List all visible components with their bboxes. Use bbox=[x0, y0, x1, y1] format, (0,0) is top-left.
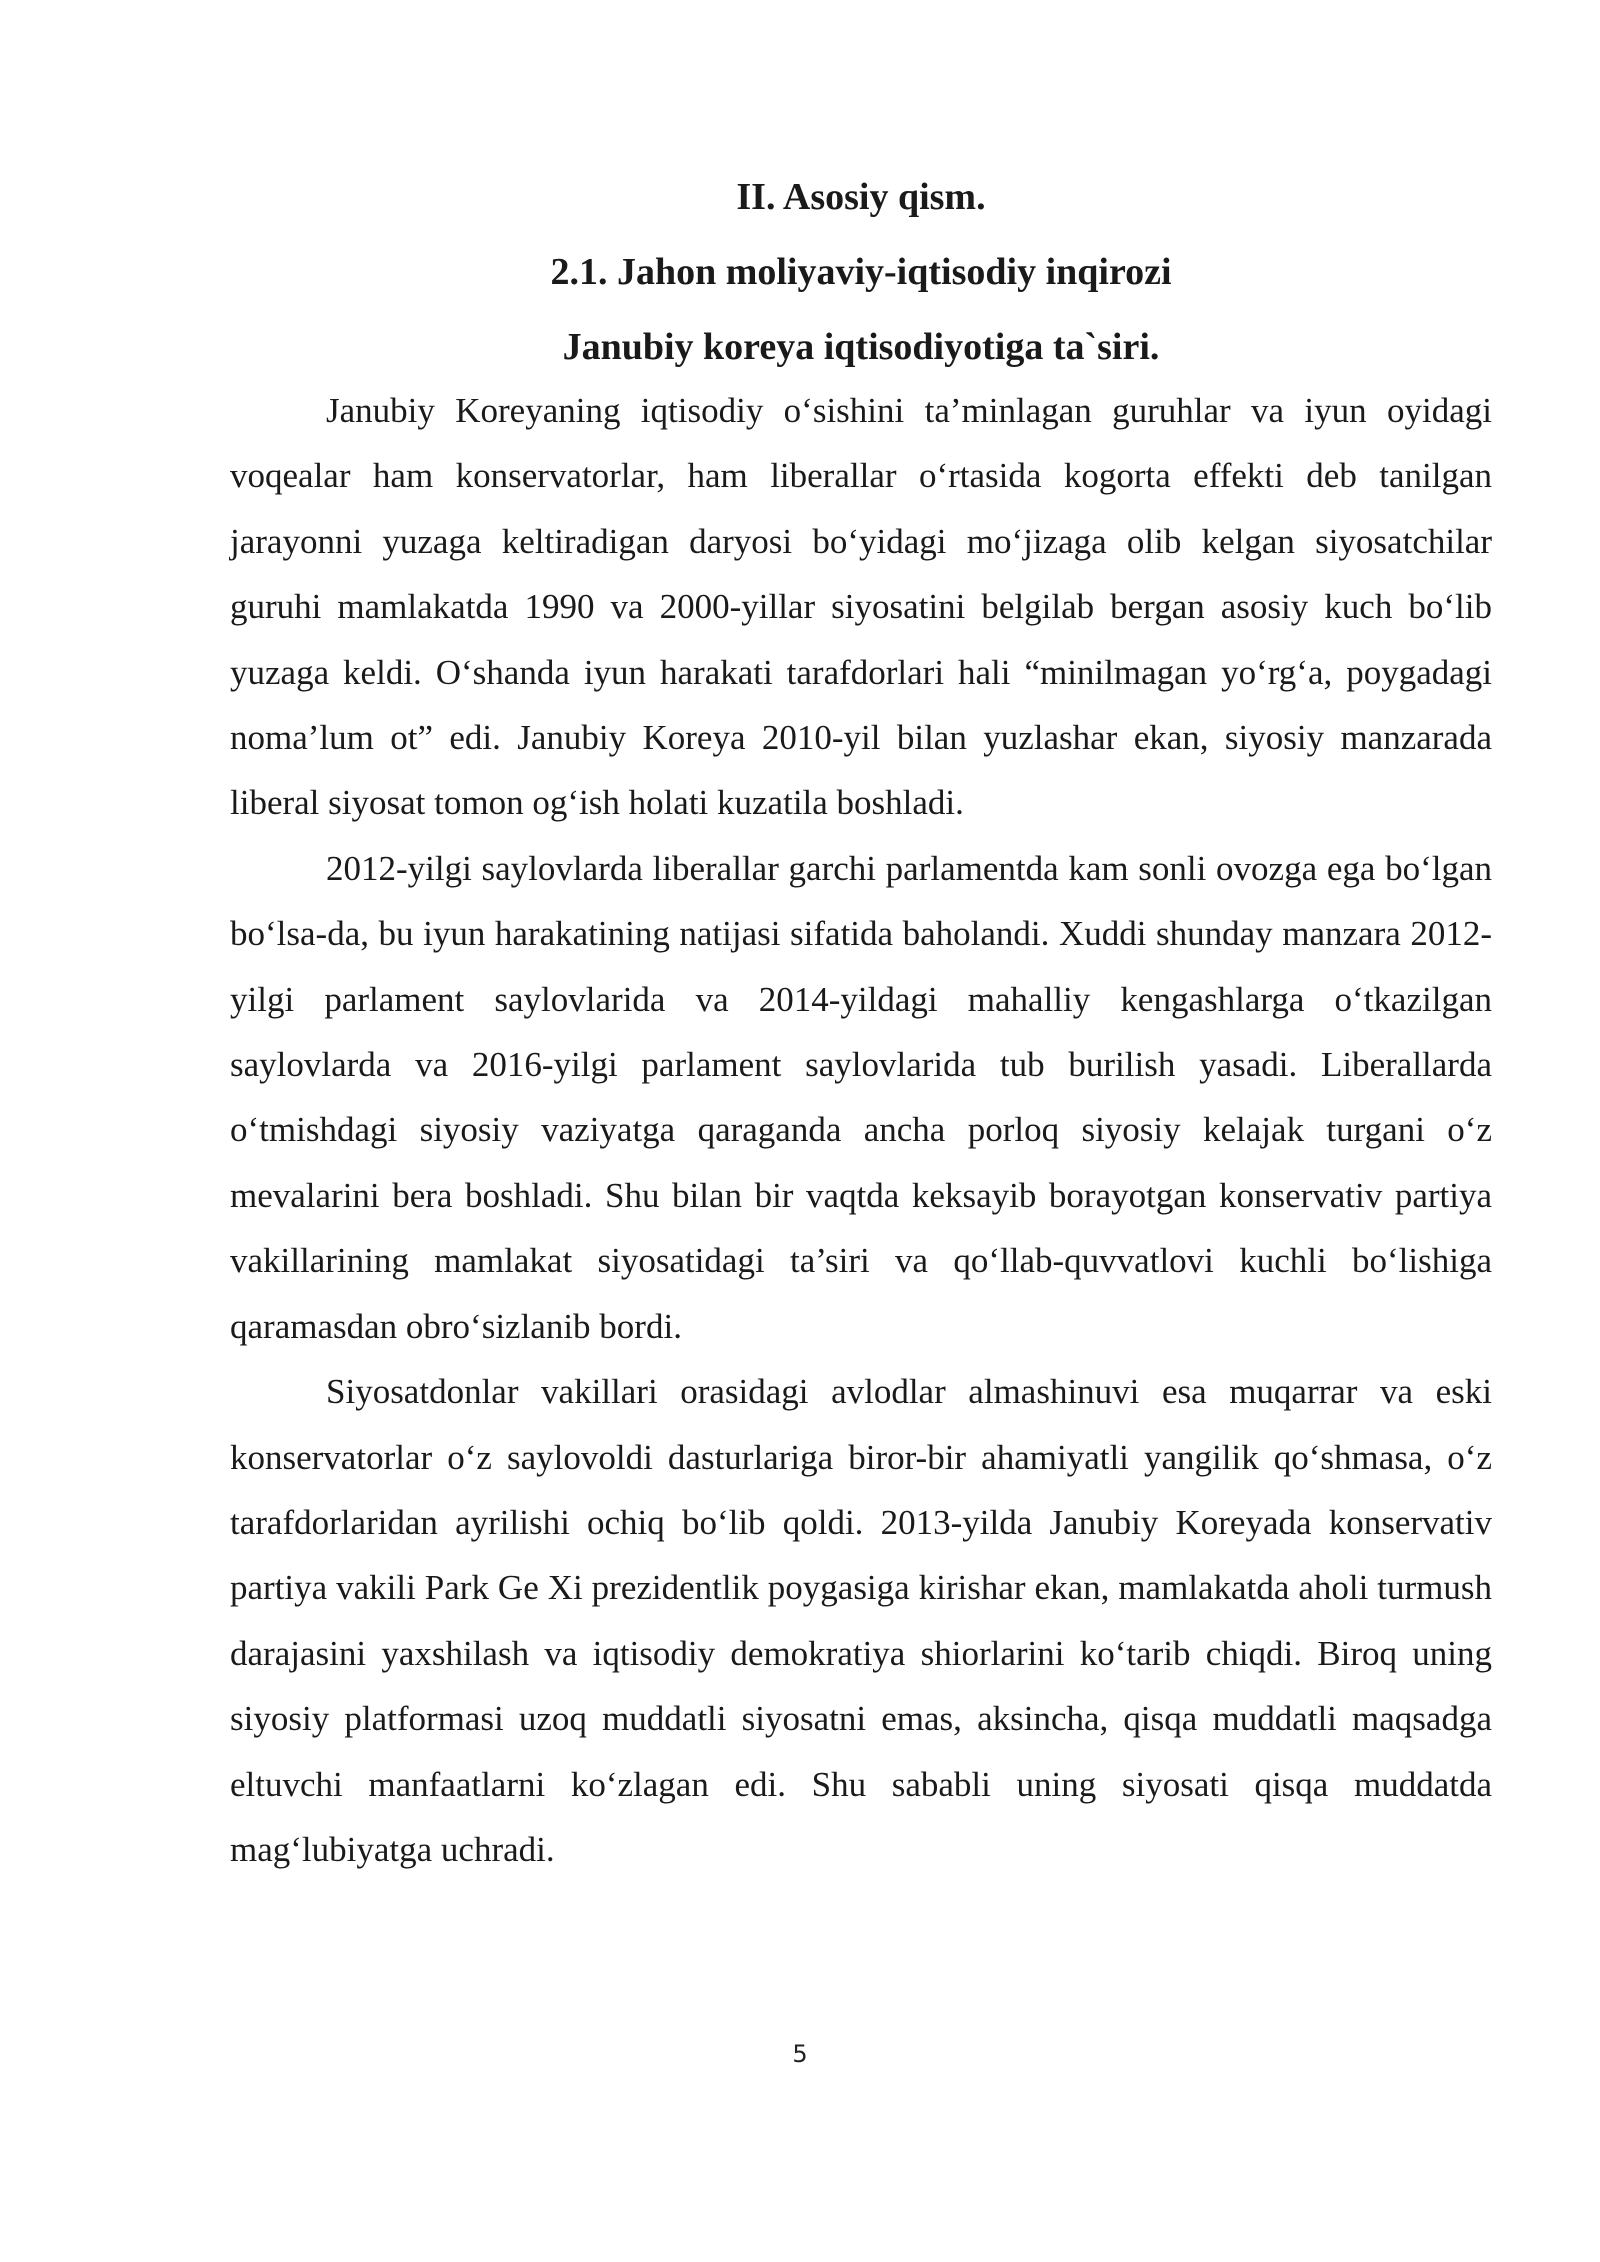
body-text bbox=[230, 378, 1492, 1882]
chapter-heading: II. Asosiy qism. bbox=[736, 176, 986, 218]
section-subheading: Janubiy koreya iqtisodiyotiga ta`siri. bbox=[562, 326, 1160, 368]
page-number: 5 bbox=[792, 2040, 808, 2068]
section-headings bbox=[230, 160, 1492, 385]
paragraph-2: 2012-yilgi saylovlarda liberallar garchi parlamentda kam sonli ovozga ega bo‘lgan bo‘lsa-da, bu iyun harakatining natijasi sifatida baholandi. Xuddi shunday manzara 2012-yilgi parlament saylovlarida va 2014-yildagi mahalliy kengashlarga o‘tkazilgan saylovlarda va 2016-yilgi parlament saylovlarida tub burilish yasadi. Liberallarda o‘tmishdagi siyosiy vaziyatga qaraganda ancha porloq siyosiy kelajak turgani o‘z mevalarini bera boshladi. Shu bilan bir vaqtda keksayib borayotgan konservativ partiya vakillarining mamlakat siyosatidagi ta’siri va qo‘llab-quvvatlovi kuchli bo‘lishiga qaramasdan obro‘sizlanib bordi. bbox=[230, 848, 1492, 1346]
section-heading: 2.1. Jahon moliyaviy-iqtisodiy inqirozi bbox=[550, 251, 1172, 293]
paragraph-3: Siyosatdonlar vakillari orasidagi avlodlar almashinuvi esa muqarrar va eski konservatorlar o‘z saylovoldi dasturlariga biror-bir ahamiyatli yangilik qo‘shmasa, o‘z tarafdorlaridan ayrilishi ochiq bo‘lib qoldi. 2013-yilda Janubiy Koreyada konservativ partiya vakili Park Ge Xi prezidentlik poygasiga kirishar ekan, mamlakatda aholi turmush darajasini yaxshilash va iqtisodiy demokratiya shiorlarini ko‘tarib chiqdi. Biroq uning siyosiy platformasi uzoq muddatli siyosatni emas, aksincha, qisqa muddatli maqsadga eltuvchi manfaatlarni ko‘zlagan edi. Shu sababli uning siyosati qisqa muddatda mag‘lubiyatga uchradi. bbox=[230, 1372, 1492, 1869]
paragraph-1: Janubiy Koreyaning iqtisodiy o‘sishini ta’minlagan guruhlar va iyun oyidagi voqealar ham konservatorlar, ham liberallar o‘rtasida kogorta effekti deb tanilgan jarayonni yuzaga keltiradigan daryosi bo‘yidagi mo‘jizaga olib kelgan siyosatchilar guruhi mamlakatda 1990 va 2000-yillar siyosatini belgilab bergan asosiy kuch bo‘lib yuzaga keldi. O‘shanda iyun harakati tarafdorlari hali “minilmagan yo‘rg‘a, poygadagi noma’lum ot” edi. Janubiy Koreya 2010-yil bilan yuzlashar ekan, siyosiy manzarada liberal siyosat tomon og‘ish holati kuzatila boshladi. bbox=[230, 391, 1492, 823]
